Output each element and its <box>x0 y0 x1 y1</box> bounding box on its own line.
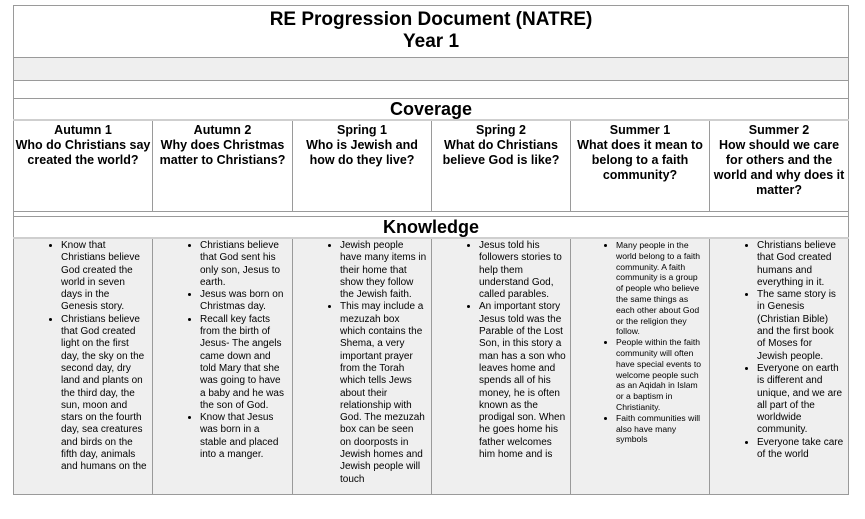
term-label: Autumn 2 <box>193 123 252 137</box>
knowledge-cell <box>432 238 571 495</box>
knowledge-list <box>293 240 431 486</box>
term-label: Autumn 1 <box>54 123 112 137</box>
term-cell <box>432 120 571 212</box>
term-cell <box>293 120 432 212</box>
progression-table <box>13 5 849 495</box>
knowledge-item: • Christians believe that God created light on the first day, the sky on the second day, dry land and plants on the third day, the sun, moon and stars on the fourth day, sea creatures and birds on the fifth day, animals and humans on the <box>61 314 148 474</box>
knowledge-item: • Jewish people have many items in their home that show they follow the Jewish faith. <box>340 240 427 301</box>
knowledge-cell <box>571 238 710 495</box>
term-question: Why does Christmas matter to Christians? <box>159 138 286 167</box>
knowledge-list <box>153 240 292 461</box>
knowledge-item: • Many people in the world belong to a faith community. A faith community is a group of people who believe the same things as each other about God or the religion they follow. <box>616 240 705 337</box>
knowledge-item: • Everyone take care of the world <box>757 437 844 462</box>
document-subtitle: Year 1 <box>403 31 460 52</box>
term-label: Summer 2 <box>748 123 810 137</box>
knowledge-item: • Faith communities will also have many symbols <box>616 413 705 445</box>
knowledge-list <box>14 240 152 474</box>
knowledge-cell <box>14 238 153 495</box>
term-label: Spring 2 <box>475 123 526 137</box>
knowledge-cell <box>710 238 849 495</box>
term-question: How should we care for others and the world and why does it matter? <box>713 138 845 197</box>
term-question: What do Christians believe God is like? <box>442 138 560 167</box>
knowledge-item: • The same story is in Genesis (Christian Bible) and the first book of Moses for Jewish people. <box>757 289 844 363</box>
knowledge-item: • Know that Jesus was born in a stable and placed into a manger. <box>200 412 288 461</box>
knowledge-cell <box>153 238 293 495</box>
knowledge-cell <box>293 238 432 495</box>
document-title: RE Progression Document (NATRE) <box>269 9 593 30</box>
shaded-row <box>14 58 849 81</box>
knowledge-item: • Recall key facts from the birth of Jesus- The angels came down and told Mary that she was going to have a baby and he was the son of God. <box>200 314 288 412</box>
coverage-row <box>14 120 849 212</box>
knowledge-list <box>432 240 570 461</box>
knowledge-item: • Christians believe that God sent his only son, Jesus to earth. <box>200 240 288 289</box>
knowledge-list <box>571 240 709 445</box>
term-question: Who do Christians say created the world? <box>15 138 151 167</box>
document-title-cell <box>14 6 849 58</box>
term-question: What does it mean to belong to a faith community? <box>577 138 703 182</box>
knowledge-item: • People within the faith community will often have special events to welcome people such as an Aqidah in Islam or a baptism in Christianity. <box>616 337 705 413</box>
knowledge-item: • Jesus was born on Christmas day. <box>200 289 288 314</box>
term-label: Spring 1 <box>336 123 387 137</box>
knowledge-heading: Knowledge <box>14 217 849 239</box>
knowledge-item: • Christians believe that God created humans and everything in it. <box>757 240 844 289</box>
term-label: Summer 1 <box>609 123 671 137</box>
knowledge-item: • An important story Jesus told was the Parable of the Lost Son, in this story a man has a son who leaves home and spends all of his money, he is often known as the prodigal son. When he goes home his father welcomes him home and is <box>479 301 566 461</box>
coverage-heading: Coverage <box>14 99 849 121</box>
knowledge-item: • This may include a mezuzah box which contains the Shema, a very important prayer from the Torah which tells Jews about their relationship with God. The mezuzah box can be seen on doorposts in Jewish homes and Jewish people will touch <box>340 301 427 485</box>
knowledge-row <box>14 238 849 495</box>
knowledge-list <box>710 240 848 461</box>
term-cell <box>571 120 710 212</box>
term-cell <box>153 120 293 212</box>
knowledge-item: • Everyone on earth is different and unique, and we are all part of the worldwide community. <box>757 363 844 437</box>
knowledge-item: • Jesus told his followers stories to help them understand God, called parables. <box>479 240 566 301</box>
term-question: Who is Jewish and how do they live? <box>306 138 418 167</box>
term-cell <box>14 120 153 212</box>
term-cell <box>710 120 849 212</box>
knowledge-item: • Know that Christians believe God created the world in seven days in the Genesis story. <box>61 240 148 314</box>
blank-row <box>14 81 849 99</box>
progression-document <box>13 5 848 495</box>
